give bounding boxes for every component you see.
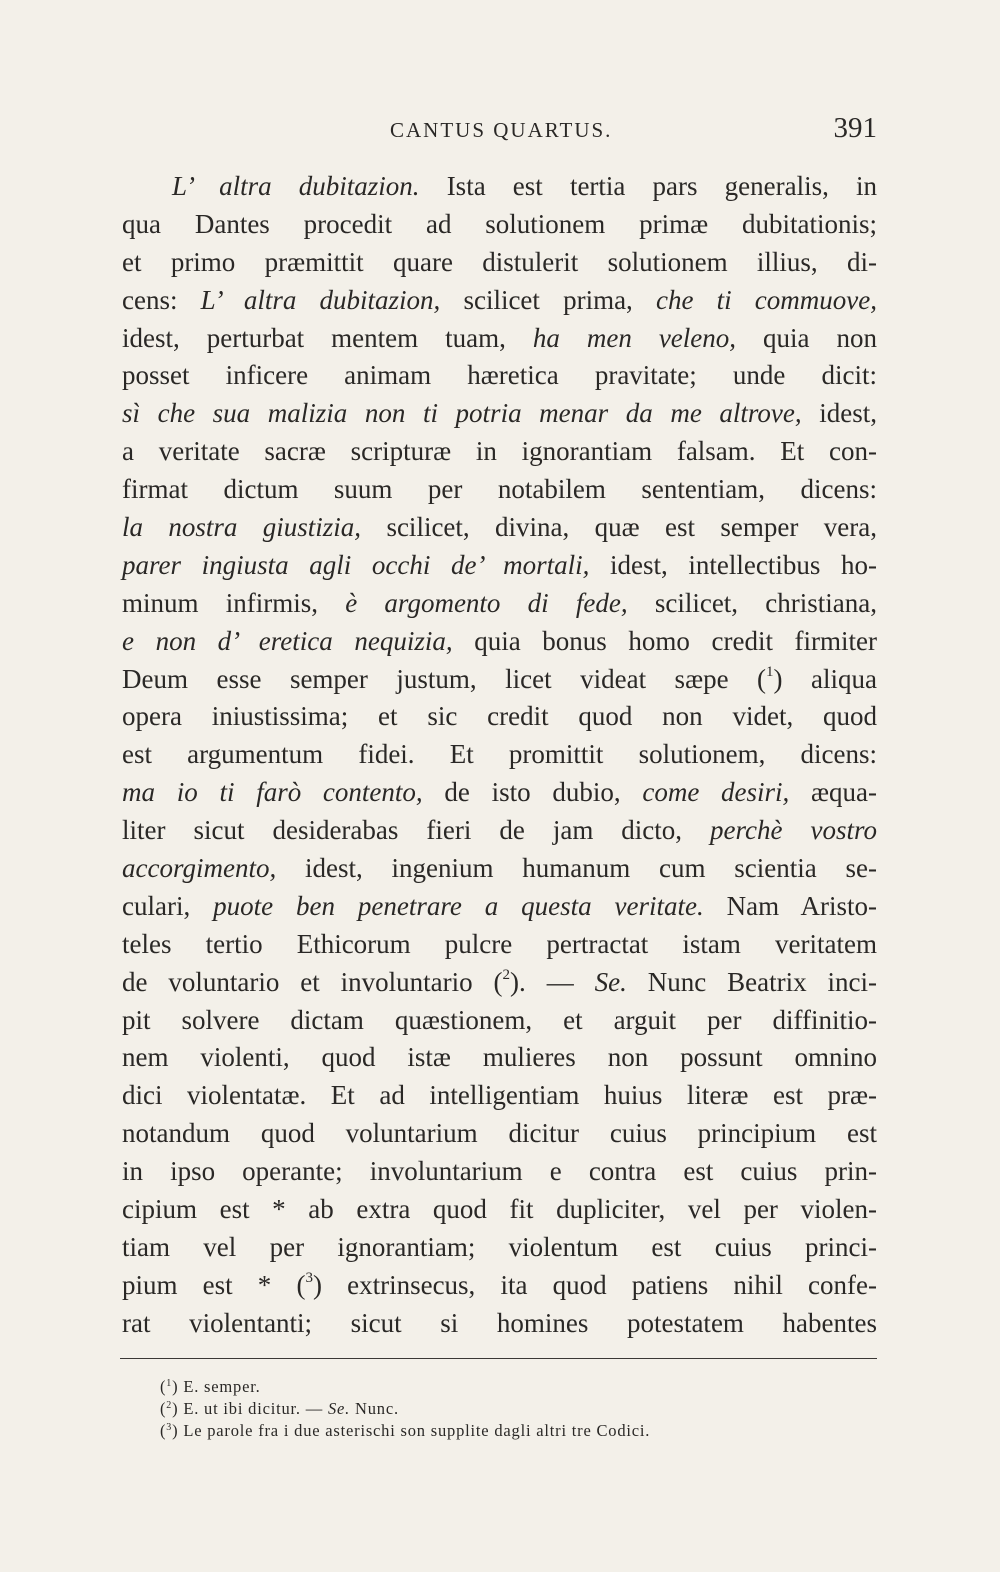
text-run: opera iniustissima; et sic credit quod non videt, quod: [122, 701, 877, 732]
text-run: qua Dantes procedit ad solutionem primæ dubitationis;: [122, 208, 877, 239]
footnote-ref: 1: [166, 1378, 173, 1389]
italic-quote: puote ben penetrare a questa veritate.: [213, 890, 704, 921]
text-line: [122, 623, 877, 661]
text-line: [122, 774, 877, 812]
running-head: [122, 112, 877, 152]
text-run: liter sicut desiderabas fieri de jam dicto,: [122, 815, 711, 846]
text-line: [122, 1153, 877, 1191]
text-line: [122, 698, 877, 736]
text-run: teles tertio Ethicorum pulcre pertractat istam veritatem: [122, 928, 877, 959]
text-line: [122, 357, 877, 395]
text-run: pit solvere dictam quæstionem, et arguit per diffinitio-: [122, 1004, 877, 1035]
text-line: [122, 509, 877, 547]
footnote-ref: 2: [166, 1400, 173, 1411]
italic-quote: è argomento di fede,: [345, 587, 628, 618]
text-line: [122, 1305, 877, 1343]
text-run: Ista est tertia pars generalis, in: [419, 171, 877, 201]
text-run: scilicet prima,: [440, 284, 656, 315]
text-run: culari,: [122, 890, 214, 921]
italic-quote: ha men veleno,: [532, 322, 737, 353]
text-line: [122, 1229, 877, 1267]
text-run: notandum quod voluntarium dicitur cuius principium est: [122, 1118, 877, 1149]
footnote: [160, 1376, 860, 1398]
text-line: [122, 395, 877, 433]
text-run: firmat dictum suum per notabilem sententiam, dicens:: [122, 474, 877, 505]
text-run: Nunc.: [350, 1399, 399, 1418]
text-line: [122, 1002, 877, 1040]
text-run: (: [160, 1421, 167, 1440]
running-title: CANTUS QUARTUS.: [390, 118, 613, 142]
text-run: tiam vel per ignorantiam; violentum est cuius princi-: [122, 1231, 877, 1262]
text-line: [122, 244, 877, 282]
text-line: [122, 812, 877, 850]
text-run: et primo præmittit quare distulerit solutionem illius, di-: [122, 246, 877, 277]
text-run: (: [160, 1377, 167, 1396]
text-line: [122, 736, 877, 774]
text-line: [122, 282, 877, 320]
italic-quote: accorgimento,: [122, 853, 277, 884]
text-line: [122, 320, 877, 358]
text-run: ) E. ut ibi dicitur. —: [172, 1399, 328, 1418]
text-line: [122, 206, 877, 244]
footnote-ref: 3: [305, 1269, 313, 1286]
italic-quote: come desiri,: [642, 777, 790, 808]
text-run: scilicet, divina, quæ est semper vera,: [361, 512, 877, 543]
text-run: pium est * (: [122, 1269, 306, 1300]
text-run: de isto dubio,: [422, 777, 643, 808]
italic-quote: L’ altra dubitazion,: [200, 284, 441, 315]
footnote-ref: 3: [166, 1422, 173, 1433]
page-number: 391: [833, 112, 877, 144]
italic-quote: Se.: [328, 1399, 351, 1418]
text-run: in ipso operante; involuntarium e contra est cuius prin-: [122, 1156, 877, 1187]
italic-quote: sì che sua malizia non ti potria menar da me altrove,: [122, 398, 802, 429]
text-run: idest,: [801, 398, 877, 429]
text-run: est argumentum fidei. Et promittit solutionem, dicens:: [122, 739, 877, 770]
italic-quote: L’ altra dubitazion.: [172, 171, 420, 201]
text-run: cens:: [122, 284, 201, 315]
footnote-ref: 1: [766, 663, 774, 680]
text-line: [122, 1077, 877, 1115]
text-line: [122, 1191, 877, 1229]
text-run: ). —: [510, 966, 595, 997]
text-run: cipium est * ab extra quod fit dupliciter, vel per violen-: [122, 1194, 877, 1225]
text-line: [122, 1115, 877, 1153]
text-line: [122, 1039, 877, 1077]
text-run: de voluntario et involuntario (: [122, 966, 503, 997]
italic-quote: perchè vostro: [710, 815, 877, 846]
text-run: rat violentanti; sicut si homines potestatem habentes: [122, 1307, 877, 1338]
footnote-ref: 2: [502, 966, 511, 983]
italic-quote: parer ingiusta agli occhi de’ mortali,: [122, 549, 590, 580]
text-run: dici violentatæ. Et ad intelligentiam huius literæ est præ-: [122, 1080, 877, 1111]
text-line: [122, 1267, 877, 1305]
text-run: ) E. semper.: [172, 1377, 261, 1396]
footnote: [160, 1398, 860, 1420]
italic-quote: la nostra giustizia,: [122, 512, 362, 543]
text-line: [122, 850, 877, 888]
text-run: minum infirmis,: [122, 587, 346, 618]
text-run: ) Le parole fra i due asterischi son supplite dagli altri tre Codici.: [172, 1421, 651, 1440]
text-run: idest, ingenium humanum cum scientia se-: [276, 853, 877, 884]
italic-quote: e non d’ eretica nequizia,: [122, 625, 453, 656]
footnote-rule: [120, 1358, 877, 1359]
footnote: [160, 1420, 860, 1442]
text-line: [122, 964, 877, 1002]
text-run: ) extrinsecus, ita quod patiens nihil confe-: [312, 1269, 877, 1300]
text-line: [122, 547, 877, 585]
text-run: (: [160, 1399, 167, 1418]
text-run: ) aliqua: [773, 663, 877, 694]
commentary-text: [122, 168, 877, 1343]
text-run: quia non: [736, 322, 877, 353]
text-run: a veritate sacræ scripturæ in ignorantiam falsam. Et con-: [122, 436, 877, 467]
text-line: [122, 888, 877, 926]
text-line: [122, 926, 877, 964]
text-run: Nam Aristo-: [703, 890, 877, 921]
text-run: posset inficere animam hæretica pravitate; unde dicit:: [122, 360, 877, 391]
italic-quote: ma io ti farò contento,: [122, 777, 423, 808]
italic-quote: che ti commuove,: [655, 284, 877, 315]
italic-quote: Se.: [594, 966, 627, 997]
text-line: [122, 585, 877, 623]
text-line: [122, 661, 877, 699]
text-run: Nunc Beatrix inci-: [626, 966, 877, 997]
text-run: æqua-: [789, 777, 878, 808]
text-line: [122, 433, 877, 471]
text-run: Deum esse semper justum, licet videat sæpe (: [122, 663, 767, 694]
text-run: scilicet, christiana,: [627, 587, 877, 618]
text-run: idest, intellectibus ho-: [589, 549, 877, 580]
text-run: idest, perturbat mentem tuam,: [122, 322, 533, 353]
text-run: quia bonus homo credit firmiter: [452, 625, 878, 656]
text-line: [122, 168, 877, 206]
footnotes: [160, 1376, 860, 1442]
text-run: nem violenti, quod istæ mulieres non possunt omnino: [122, 1042, 877, 1073]
text-line: [122, 471, 877, 509]
